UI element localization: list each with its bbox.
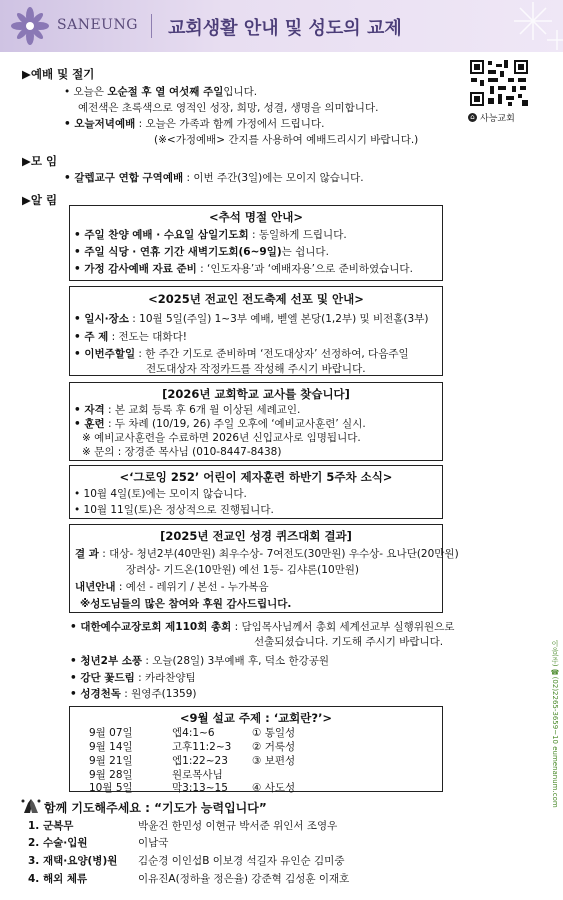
prayer-names: 박윤건 한민성 이현규 박서준 위인서 조영우 xyxy=(138,820,338,832)
box-growing-line-1: • 10월 4일(토)에는 모이지 않습니다. xyxy=(74,488,247,500)
sermon-text: 엡1:22~23 xyxy=(172,755,228,767)
sermon-text: 원로목사님 xyxy=(172,769,223,781)
extra-line-4: • 강단 꽃드림 : 카라찬양팀 xyxy=(70,672,196,684)
box-evangelism-line-4: 전도대상자 작정카드를 작성해 주시기 바랍니다. xyxy=(146,363,366,375)
extra-line-3: • 청년2부 소풍 : 오늘(28일) 3부예배 후, 덕소 한강공원 xyxy=(70,655,330,667)
box-chuseok-line-1: • 주일 찬양 예배 · 수요일 삼일기도회 : 동일하게 드립니다. xyxy=(74,229,347,241)
prayer-names: 김순경 이인섭B 이보경 석길자 유인순 김미중 xyxy=(138,855,345,867)
box-quiz-line-3: 내년안내 : 예선 - 레위기 / 본선 - 누가복음 xyxy=(75,581,269,593)
qr-code-icon[interactable] xyxy=(468,58,530,108)
extra-line-5: • 성경천독 : 원영주(1359) xyxy=(70,688,197,700)
sermon-topic: ② 거룩성 xyxy=(252,741,296,753)
sermon-text: 엡4:1~6 xyxy=(172,727,215,739)
box-evangelism-line-2: • 주 제 : 전도는 대화다! xyxy=(74,331,187,343)
box-teachers-line-2: • 훈련 : 두 차례 (10/19, 26) 주일 오후에 ‘예비교사훈련’ 실시. xyxy=(74,418,366,430)
snowflake-decoration-icon xyxy=(473,0,563,52)
praying-hands-icon xyxy=(20,797,42,815)
prayer-label: 3. 재택·요양(병)원 xyxy=(28,855,118,867)
box-teachers-line-1: • 자격 : 본 교회 등록 후 6개 월 이상된 세례교인. xyxy=(74,404,301,416)
extra-line-1: • 대한예수교장로회 제110회 총회 : 담임목사님께서 총회 세계선교부 실행위원으로 xyxy=(70,621,455,633)
box-quiz-line-1: 결 과 : 대상- 청년2부(40만원) 최우수상- 7여전도(30만원) 우수상- 요나단(20만원) xyxy=(75,548,459,560)
prayer-names: 이남국 xyxy=(138,837,169,849)
prayer-label: 1. 군복무 xyxy=(28,820,74,832)
box-evangelism xyxy=(69,286,443,376)
box-quiz xyxy=(69,524,459,613)
extra-line-2: 선출되셨습니다. 기도해 주시기 바랍니다. xyxy=(254,636,444,648)
section-meeting-title: ▶모 임 xyxy=(22,154,58,168)
header-divider xyxy=(151,14,152,38)
sermon-topic: ① 통일성 xyxy=(252,727,296,739)
box-chuseok-line-3: • 가정 감사예배 자료 준비 : ‘인도자용’과 ‘예배자용’으로 준비하였습니다. xyxy=(74,263,413,275)
worship-line-4: (※<가정예배> 간지를 사용하여 예배드리시기 바랍니다.) xyxy=(154,134,419,146)
box-evangelism-title: <2025년 전교인 전도축제 선포 및 안내> xyxy=(148,292,364,306)
worship-line-2: 예전색은 초록색으로 영적인 성장, 희망, 성결, 생명을 의미합니다. xyxy=(78,102,379,114)
section-worship-title: ▶예배 및 절기 xyxy=(22,67,95,81)
box-growing xyxy=(69,465,443,519)
sermon-date: 9월 21일 xyxy=(89,755,133,767)
box-chuseok-line-2: • 주일 식당 · 연휴 기간 새벽기도회(6~9일)는 쉽니다. xyxy=(74,246,329,258)
worship-line-1: • 오늘은 오순절 후 열 여섯째 주일입니다. xyxy=(64,86,258,98)
sermon-text: 막3:13~15 xyxy=(172,782,228,794)
box-evangelism-line-1: • 일시·장소 : 10월 5일(주일) 1~3부 예배, 벧엘 본당(1,2부) 및 비전홀(3부) xyxy=(74,313,429,325)
box-quiz-title: [2025년 전교인 성경 퀴즈대회 결과] xyxy=(160,529,352,543)
box-growing-title: <‘그로잉 252’ 어린이 제자훈련 하반기 5주차 소식> xyxy=(119,470,393,484)
prayer-label: 4. 해외 체류 xyxy=(28,873,88,885)
sermon-date: 9월 28일 xyxy=(89,769,133,781)
box-growing-line-2: • 10월 11일(토)은 정상적으로 진행됩니다. xyxy=(74,504,274,516)
church-icon: ⌂ xyxy=(468,113,477,122)
prayer-title: 함께 기도해주세요 : “기도가 능력입니다” xyxy=(44,801,267,815)
sermon-date: 9월 14일 xyxy=(89,741,133,753)
worship-line-3: • 오늘저녁예배 : 오늘은 가족과 함께 가정에서 드립니다. xyxy=(64,118,325,130)
prayer-names: 이유진A(정하율 정은율) 강준혁 김성훈 이재호 xyxy=(138,873,350,885)
meeting-line-1: • 갈렙교구 연합 구역예배 : 이번 주간(3일)에는 모이지 않습니다. xyxy=(64,172,364,184)
qr-label: ⌂ 사능교회 xyxy=(468,111,530,123)
sermon-text: 고후11:2~3 xyxy=(172,741,232,753)
box-teachers xyxy=(69,382,443,461)
box-quiz-line-4: ※성도님들의 많은 참여와 후원 감사드립니다. xyxy=(80,598,292,610)
box-evangelism-line-3: • 이번주할일 : 한 주간 기도로 준비하며 ‘전도대상자’ 선정하여, 다음주일 xyxy=(74,348,409,360)
sermon-topic: ④ 사도성 xyxy=(252,782,296,794)
box-quiz-line-2: 장려상- 기드온(10만원) 예선 1등- 김샤론(10만원) xyxy=(126,564,360,576)
box-sermon-title: <9월 설교 주제 : ‘교회란?’> xyxy=(179,711,333,725)
box-chuseok-title: <추석 명절 안내> xyxy=(209,210,303,224)
box-teachers-title: [2026년 교회학교 교사를 찾습니다] xyxy=(162,387,350,401)
logo-text: SANEUNG xyxy=(57,17,138,33)
sermon-date: 10월 5일 xyxy=(89,782,133,794)
header-banner xyxy=(0,0,563,52)
box-sermon xyxy=(69,706,443,792)
sermon-topic: ③ 보편성 xyxy=(252,755,296,767)
section-notice-title: ▶알 림 xyxy=(22,193,58,207)
page-title: 교회생활 안내 및 성도의 교제 xyxy=(168,18,402,39)
box-teachers-line-4: ※ 문의 : 장경준 목사님 (010-8447-8438) xyxy=(82,446,282,458)
flower-logo-icon xyxy=(10,6,50,46)
box-chuseok xyxy=(69,205,443,281)
prayer-label: 2. 수술·입원 xyxy=(28,837,88,849)
box-teachers-line-3: ※ 예비교사훈련을 수료하면 2026년 신입교사로 임명됩니다. xyxy=(82,432,361,444)
sermon-date: 9월 07일 xyxy=(89,727,133,739)
printer-credit: 이음(주) ☎(02)2265-3659~10 eumenanum.com xyxy=(551,640,559,808)
